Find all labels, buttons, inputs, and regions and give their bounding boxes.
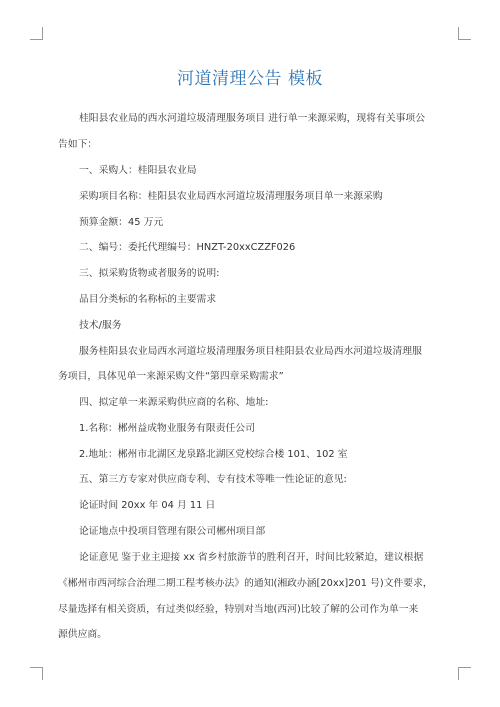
section-4-supplier: 四、拟定单一来源采购供应商的名称、地址: bbox=[79, 397, 269, 408]
item-category-line: 品目分类标的名称标的主要需求 bbox=[79, 294, 217, 305]
opinion-line-1: 论证意见 鉴于业主迎接 xx 省乡村旅游节的胜利召开，时间比较紧迫，建议根据 bbox=[79, 552, 424, 563]
tech-service-line: 技术/服务 bbox=[79, 320, 122, 331]
service-line-2: 务项目，具体见单一来源采购文件“第四章采购需求” bbox=[58, 371, 284, 382]
section-1-purchaser: 一、采购人：桂阳县农业局 bbox=[79, 165, 197, 176]
supplier-address: 2.地址：郴州市北湖区龙泉路北湖区党校综合楼 101、102 室 bbox=[79, 449, 348, 460]
service-line-1: 服务桂阳县农业局西水河道垃圾清理服务项目桂阳县农业局西水河道垃圾清理服 bbox=[79, 346, 422, 357]
page-corner-mark-bottom-left bbox=[30, 667, 43, 680]
project-name: 采购项目名称：桂阳县农业局西水河道垃圾清理服务项目单一来源采购 bbox=[79, 191, 383, 202]
review-time: 论证时间 20xx 年 04 月 11 日 bbox=[79, 500, 216, 511]
budget-amount: 预算金额：45 万元 bbox=[79, 217, 164, 228]
page-corner-mark-bottom-right bbox=[458, 667, 471, 680]
section-2-code: 二、编号：委托代理编号：HNZT-20xxCZZF026 bbox=[79, 242, 296, 253]
review-location: 论证地点中投项目管理有限公司郴州项目部 bbox=[79, 526, 266, 537]
opinion-line-4: 源供应商。 bbox=[58, 629, 107, 640]
page-corner-mark-top-left bbox=[30, 27, 43, 40]
section-3-description: 三、拟采购货物或者服务的说明: bbox=[79, 268, 220, 279]
intro-line-2: 告如下： bbox=[58, 139, 98, 150]
supplier-name: 1.名称：郴州益成物业服务有限责任公司 bbox=[79, 423, 255, 434]
page-corner-mark-top-right bbox=[458, 27, 471, 40]
section-5-expert-opinion: 五、第三方专家对供应商专利、专有技术等唯一性论证的意见: bbox=[79, 474, 347, 485]
opinion-line-2: 《郴州市西河综合治理二期工程考核办法》的通知(湘政办涵[20xx]201 号)文件要求， bbox=[58, 578, 433, 589]
opinion-line-3: 尽量选择有相关资质，有过类似经验，特别对当地(西河)比较了解的公司作为单一来 bbox=[58, 604, 419, 615]
intro-line-1: 桂阳县农业局的西水河道垃圾清理服务项目 进行单一来源采购，现将有关事项公 bbox=[79, 113, 426, 124]
document-title: 河道清理公告 模板 bbox=[177, 69, 323, 89]
